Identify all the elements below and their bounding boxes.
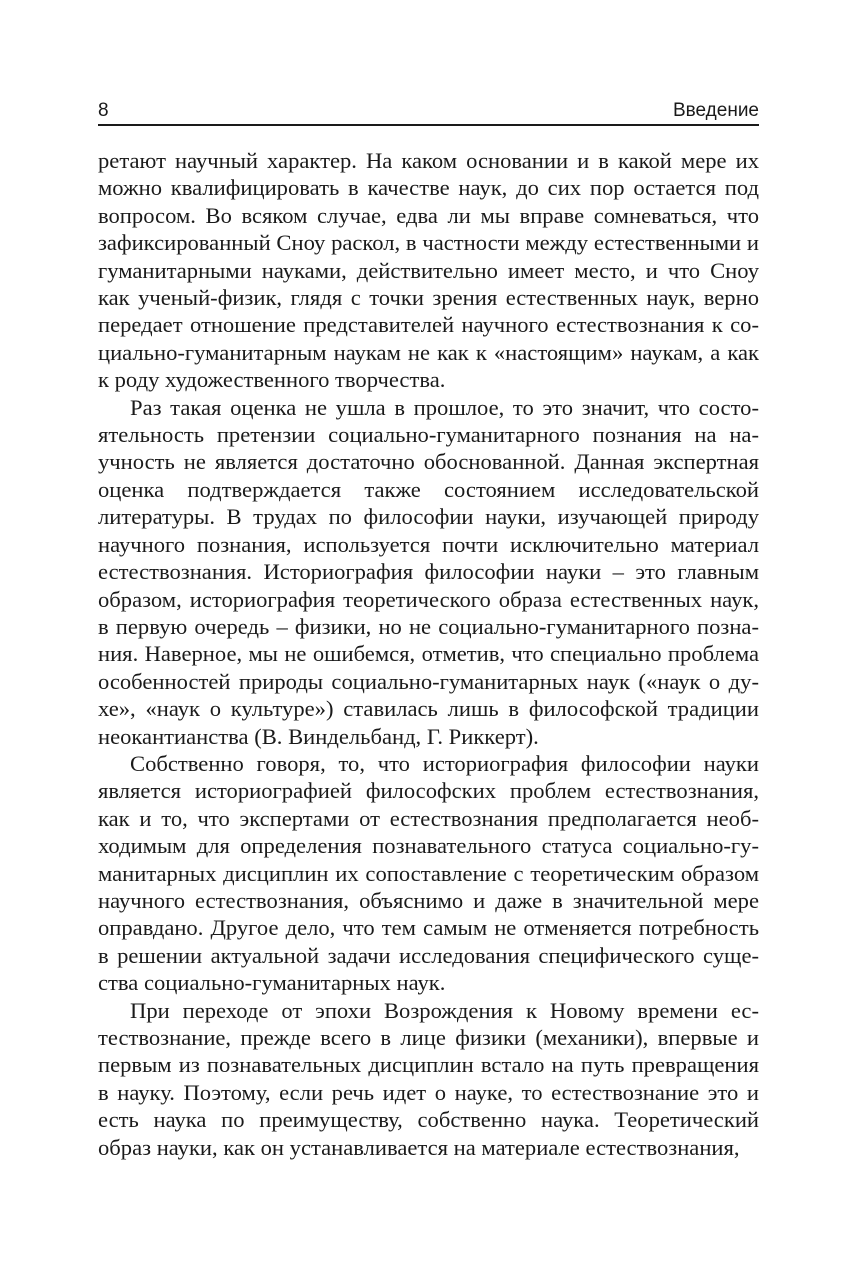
paragraph-3: Собственно говоря, то, что историография философии науки является историографией философских проблем естествознания, как и то, что экспертами от естествознания предполагается необходимым для определения познавательного статуса социально-гуманитарных дисциплин их сопоставление с теоретическим образом научного естествознания, объяснимо и даже в значительной мере оправдано. Другое дело, что тем самым не отменяется потребность в решении актуальной задачи исследования специфического существа социально-гуманитарных наук. xyxy=(98,750,759,996)
body-text xyxy=(98,147,759,1161)
running-head xyxy=(98,96,759,126)
paragraph-4: При переходе от эпохи Возрождения к Новому времени естествознание, прежде всего в лице физики (механики), впервые и первым из познавательных дисциплин встало на путь превращения в науку. Поэтому, если речь идет о науке, то естествознание это и есть наука по преимуществу, собственно наука. Теоретический образ науки, как он устанавливается на материале естествознания, xyxy=(98,997,759,1160)
page-number: 8 xyxy=(98,100,109,121)
section-title: Введение xyxy=(672,100,759,121)
book-page xyxy=(98,96,759,1161)
paragraph-2: Раз такая оценка не ушла в прошлое, то это значит, что состоятельность претензии социально-гуманитарного познания на научность не является достаточно обоснованной. Данная экспертная оценка подтверждается также состоянием исследовательской литературы. В трудах по философии науки, изучающей природу научного познания, используется почти исключительно материал естествознания. Историография философии науки – это главным образом, историография теоретического образа естественных наук, в первую очередь – физики, но не социально-гуманитарного познания. Наверное, мы не ошибемся, отметив, что специально проблема особенностей природы социально-гуманитарных наук («наук о духе», «наук о культуре») ставилась лишь в философской традиции неокантианства (В. Виндельбанд, Г. Риккерт). xyxy=(98,394,759,749)
paragraph-1: ретают научный характер. На каком основании и в какой мере их можно квалифицировать в качестве наук, до сих пор остается под вопросом. Во всяком случае, едва ли мы вправе сомневаться, что зафиксированный Сноу раскол, в частности между естественными и гуманитарными науками, действительно имеет место, и что Сноу как ученый-физик, глядя с точки зрения естественных наук, верно передает отношение представителей научного естествознания к социально-гуманитарным наукам не как к «настоящим» наукам, а как к роду художественного творчества. xyxy=(98,148,759,393)
